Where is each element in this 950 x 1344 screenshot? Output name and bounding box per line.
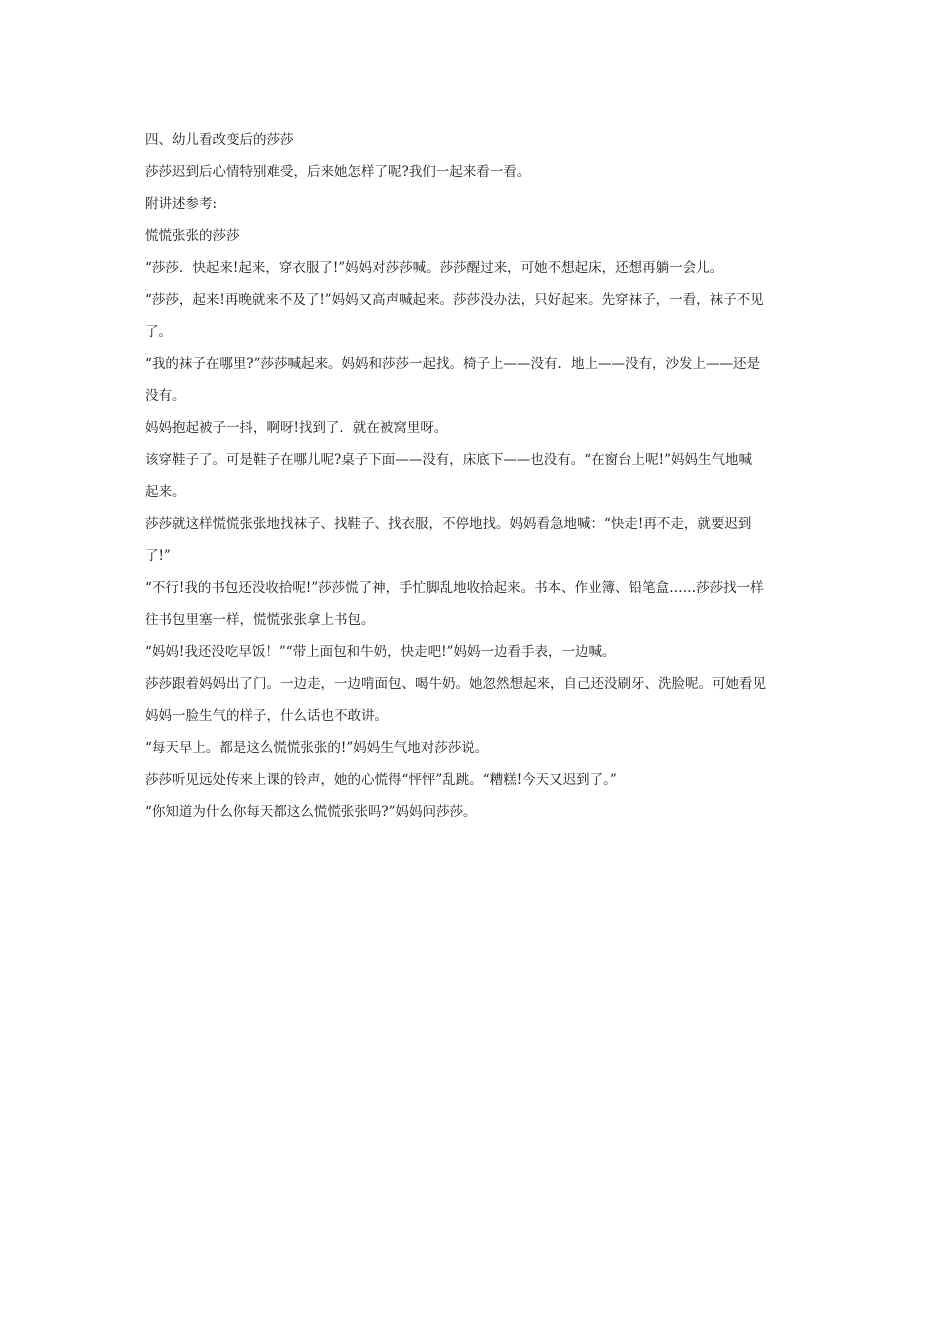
story-paragraph-line: 妈妈一脸生气的样子，什么话也不敢讲。 [145, 708, 388, 724]
story-paragraph-line: “莎莎，起来!再晚就来不及了!”妈妈又高声喊起来。莎莎没办法，只好起来。先穿袜子，一看，袜子不见 [145, 292, 764, 308]
story-paragraph-line: 莎莎就这样慌慌张张地找袜子、找鞋子、找衣服，不停地找。妈妈看急地喊：“快走!再不走，就要迟到 [145, 516, 752, 532]
story-paragraph [145, 284, 810, 348]
document-body [145, 124, 810, 828]
story-paragraph-line: “不行!我的书包还没收拾呢!”莎莎慌了神，手忙脚乱地收拾起来。书本、作业簿、铅笔盒……莎莎找一样 [145, 580, 764, 596]
story-paragraph: 莎莎听见远处传来上课的铃声，她的心慌得“怦怦”乱跳。“糟糕!今天又迟到了。” [145, 772, 617, 788]
story-paragraph: “每天早上。都是这么慌慌张张的!”妈妈生气地对莎莎说。 [145, 740, 489, 756]
story-paragraph-line: “我的袜子在哪里?”莎莎喊起来。妈妈和莎莎一起找。椅子上——没有．地上——没有，沙发上——还是 [145, 356, 761, 372]
story-paragraphs [145, 252, 810, 828]
story-paragraph: “莎莎．快起来!起来，穿衣服了!”妈妈对莎莎喊。莎莎醒过来，可她不想起床，还想再躺一会儿。 [145, 260, 724, 276]
story-paragraph-line: 莎莎跟着妈妈出了门。一边走，一边啃面包、喝牛奶。她忽然想起来，自己还没刷牙、洗脸呢。可她看见 [145, 676, 766, 692]
story-paragraph-line: 起来。 [145, 484, 186, 500]
story-paragraph [145, 444, 810, 508]
story-paragraph-line: 没有。 [145, 388, 186, 404]
story-paragraph [145, 348, 810, 412]
story-paragraph: 妈妈抱起被子一抖，啊呀!找到了．就在被窝里呀。 [145, 420, 448, 436]
story-paragraph-line: 往书包里塞一样，慌慌张张拿上书包。 [145, 612, 375, 628]
intro-paragraph: 莎莎迟到后心情特别难受，后来她怎样了呢?我们一起来看一看。 [145, 164, 531, 180]
story-paragraph: “你知道为什么你每天都这么慌慌张张吗?”妈妈问莎莎。 [145, 804, 477, 820]
story-paragraph [145, 508, 810, 572]
story-paragraph: “妈妈!我还没吃早饭！”“带上面包和牛奶，快走吧!”妈妈一边看手表，一边喊。 [145, 644, 616, 660]
section-heading: 四、幼儿看改变后的莎莎 [145, 132, 294, 148]
story-title: 慌慌张张的莎莎 [145, 228, 240, 244]
story-paragraph-line: 了!” [145, 548, 171, 564]
story-paragraph [145, 572, 810, 636]
story-paragraph [145, 668, 810, 732]
reference-label: 附讲述参考: [145, 196, 218, 212]
story-paragraph-line: 该穿鞋子了。可是鞋子在哪儿呢?桌子下面——没有，床底下——也没有。“在窗台上呢!”妈妈生气地喊 [145, 452, 752, 468]
story-paragraph-line: 了。 [145, 324, 172, 340]
